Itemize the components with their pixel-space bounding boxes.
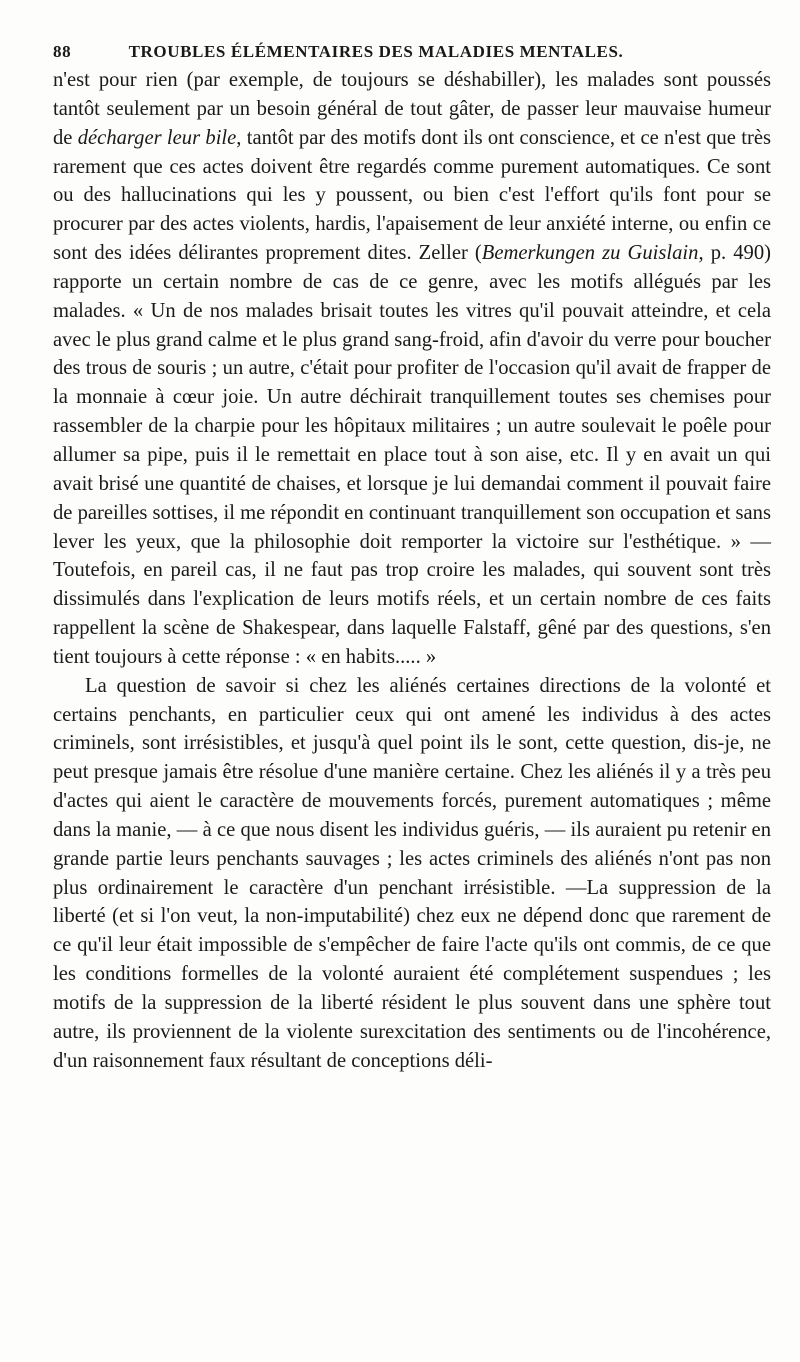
paragraph-1-text-b: , tantôt par des motifs dont ils ont conscience, et ce n'est que très rarement que ces actes doivent être regardés comme purement automatiques. Ce sont ou des hallucinations qui les y poussent, ou bien c'est l'effort qu'ils font pour se procurer par des actes violents, hardis, l'apaisement de leur anxiété interne, ou enfin ce sont des idées délirantes proprement dites. Zeller ( [53, 126, 771, 265]
page-number: 88 [53, 42, 72, 61]
paragraph-1-text-c: , p. 490) rapporte un certain nombre de cas de ce genre, avec les motifs allégués par les malades. « Un de nos malades brisait toutes les vitres qu'il pouvait atteindre, et cela avec le plus grand calme et le plus grand sang-froid, afin d'avoir du verre pour boucher des trous de souris ; un autre, c'était pour profiter de l'occasion qu'il avait de frapper de la monnaie à cœur joie. Un autre déchirait tranquillement toutes ses chemises pour rassembler de la charpie pour les hôpitaux militaires ; un autre soulevait le poêle pour allumer sa pipe, puis il le remettait en place tout à son aise, etc. Il y en avait un qui avait brisé une quantité de chaises, et lorsque je lui demandai comment il pouvait faire de pareilles sottises, il me répondit en continuant tranquillement son occupation et sans lever les yeux, que la philosophie doit remporter la victoire sur l'esthétique. » — Toutefois, en pareil cas, il ne faut pas trop croire les malades, qui souvent sont très dissimulés dans l'explication de leurs motifs réels, et un certain nombre de ces faits rappellent la scène de Shakespear, dans laquelle Falstaff, gêné par des questions, s'en tient toujours à cette réponse : « en habits..... » [53, 242, 771, 668]
paragraph-1-text-a: n'est pour rien (par exemple, de toujours se déshabiller), les malades sont poussés tantôt seulement par un besoin général de tout gâter, de passer leur mauvaise humeur de [53, 69, 771, 149]
page-header [53, 42, 773, 68]
paragraph-2: La question de savoir si chez les aliénés certaines directions de la volonté et certains penchants, en particulier ceux qui ont amené les individus à des actes criminels, sont irrésistibles, et jusqu'à quel point ils le sont, cette question, dis-je, ne peut presque jamais être résolue d'une manière certaine. Chez les aliénés il y a très peu d'actes qui aient le caractère de mouvements forcés, purement automatiques ; même dans la manie, — à ce que nous disent les individus guéris, — ils auraient pu retenir en grande partie leurs penchants sauvages ; les actes criminels des aliénés n'ont pas non plus ordinairement le caractère d'un penchant irrésistible. —La suppression de la liberté (et si l'on veut, la non-imputabilité) chez eux ne dépend donc que rarement de ce qu'il leur était impossible de s'empêcher de faire l'acte qu'ils ont commis, de ce que les conditions formelles de la volonté auraient été complétement suspendues ; les motifs de la suppression de la liberté résident le plus souvent dans une sphère tout autre, ils proviennent de la violente surexcitation des sentiments ou de l'incohérence, d'un raisonnement faux résultant de conceptions déli- [53, 674, 771, 1072]
paragraph-1-italic-b: Bemerkungen zu Guislain [481, 242, 699, 265]
paragraph-1-italic-a: décharger leur bile [77, 126, 237, 149]
paragraph-1 [53, 66, 771, 672]
running-title: TROUBLES ÉLÉMENTAIRES DES MALADIES MENTALES. [128, 42, 624, 61]
body-text [53, 66, 771, 1076]
